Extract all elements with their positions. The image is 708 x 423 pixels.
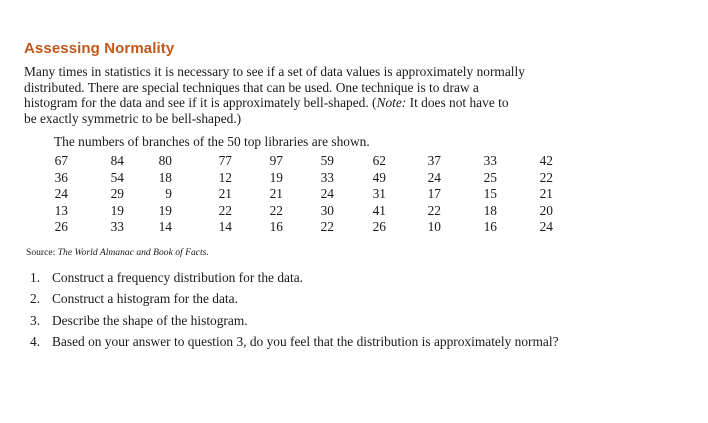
question-list bbox=[30, 267, 559, 352]
table-cell: 17 bbox=[427, 186, 441, 202]
table-cell: 24 bbox=[539, 219, 553, 235]
question-item bbox=[30, 331, 559, 352]
table-cell: 77 bbox=[218, 153, 232, 168]
question-number: 2. bbox=[30, 291, 41, 307]
table-cell: 33 bbox=[320, 169, 334, 185]
table-cell: 80 bbox=[158, 153, 172, 168]
table-cell: 10 bbox=[427, 219, 441, 235]
table-cell: 16 bbox=[269, 219, 283, 235]
table-cell: 18 bbox=[158, 169, 172, 185]
table-cell: 26 bbox=[372, 219, 386, 235]
table-cell: 16 bbox=[483, 219, 497, 235]
table-cell: 19 bbox=[269, 169, 283, 185]
table-cell: 84 bbox=[110, 153, 124, 168]
table-row bbox=[30, 153, 553, 170]
intro-line: Many times in statistics it is necessary to see if a set of data values is approximately normally bbox=[24, 64, 525, 79]
table-cell: 41 bbox=[372, 202, 386, 218]
table-cell: 22 bbox=[427, 202, 441, 218]
source-citation bbox=[26, 247, 209, 258]
table-cell: 49 bbox=[372, 169, 386, 185]
table-cell: 42 bbox=[539, 153, 553, 168]
table-cell: 67 bbox=[54, 153, 68, 168]
intro-line-start: histogram for the data and see if it is approximately bell-shaped. ( bbox=[24, 95, 377, 111]
question-text: Describe the shape of the histogram. bbox=[52, 312, 248, 328]
table-row bbox=[30, 170, 553, 187]
table-cell: 54 bbox=[110, 169, 124, 185]
table-cell: 24 bbox=[54, 186, 68, 202]
branches-data-table bbox=[30, 153, 553, 236]
question-item bbox=[30, 310, 559, 331]
question-number: 3. bbox=[30, 312, 41, 328]
table-cell: 19 bbox=[158, 202, 172, 218]
question-item bbox=[30, 267, 559, 288]
table-cell: 12 bbox=[218, 169, 232, 185]
table-cell: 21 bbox=[218, 186, 232, 202]
table-cell: 31 bbox=[372, 186, 386, 202]
table-row bbox=[30, 186, 553, 203]
table-cell: 33 bbox=[483, 153, 497, 168]
table-row bbox=[30, 203, 553, 220]
table-cell: 14 bbox=[218, 219, 232, 235]
question-number: 4. bbox=[30, 333, 41, 349]
table-cell: 37 bbox=[427, 153, 441, 168]
data-lead-sentence: The numbers of branches of the 50 top libraries are shown. bbox=[54, 134, 370, 149]
table-cell: 21 bbox=[539, 186, 553, 202]
table-cell: 22 bbox=[320, 219, 334, 235]
table-cell: 15 bbox=[483, 186, 497, 202]
question-text: Based on your answer to question 3, do you feel that the distribution is approximately normal? bbox=[52, 333, 559, 349]
table-cell: 20 bbox=[539, 202, 553, 218]
table-cell: 22 bbox=[218, 202, 232, 218]
table-cell: 62 bbox=[372, 153, 386, 168]
question-item bbox=[30, 288, 559, 309]
section-heading: Assessing Normality bbox=[24, 40, 175, 57]
table-cell: 59 bbox=[320, 153, 334, 168]
table-cell: 33 bbox=[110, 219, 124, 235]
table-cell: 25 bbox=[483, 169, 497, 185]
table-cell: 24 bbox=[320, 186, 334, 202]
table-cell: 97 bbox=[269, 153, 283, 168]
intro-line-tail: It does not have to bbox=[406, 95, 509, 111]
question-text: Construct a histogram for the data. bbox=[52, 291, 238, 307]
table-cell: 14 bbox=[158, 219, 172, 235]
table-cell: 22 bbox=[269, 202, 283, 218]
source-title: The World Almanac and Book of Facts. bbox=[57, 247, 209, 258]
intro-paragraph bbox=[24, 64, 664, 126]
table-row bbox=[30, 219, 553, 236]
table-cell: 19 bbox=[110, 202, 124, 218]
question-number: 1. bbox=[30, 270, 41, 285]
intro-line: distributed. There are special techniques that can be used. One technique is to draw a bbox=[24, 79, 479, 95]
table-cell: 24 bbox=[427, 169, 441, 185]
table-cell: 13 bbox=[54, 202, 68, 218]
table-cell: 30 bbox=[320, 202, 334, 218]
question-text: Construct a frequency distribution for the data. bbox=[52, 270, 304, 285]
table-cell: 9 bbox=[165, 186, 172, 202]
table-cell: 36 bbox=[54, 169, 68, 185]
table-cell: 22 bbox=[539, 169, 553, 185]
table-cell: 29 bbox=[110, 186, 124, 202]
table-cell: 21 bbox=[269, 186, 283, 202]
note-label: Note: bbox=[376, 95, 407, 111]
intro-line: be exactly symmetric to be bell-shaped.) bbox=[24, 110, 242, 126]
source-label: Source: bbox=[26, 247, 58, 258]
intro-line bbox=[24, 95, 664, 111]
table-cell: 18 bbox=[483, 202, 497, 218]
table-cell: 26 bbox=[54, 219, 68, 235]
